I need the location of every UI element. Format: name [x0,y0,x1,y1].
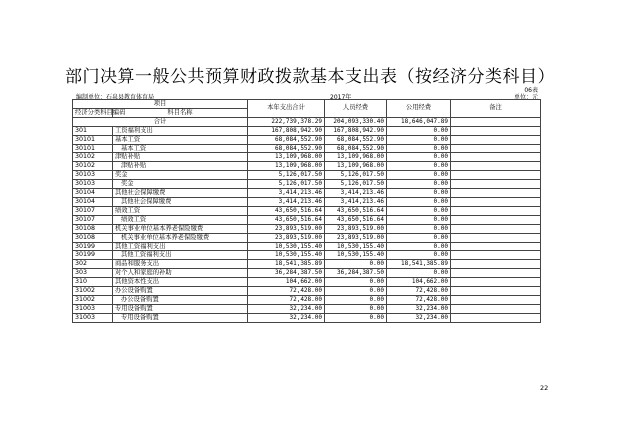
row-remark [451,224,541,233]
row-public: 0.00 [387,233,451,242]
row-personnel: 0.00 [325,295,387,304]
table-row [73,295,541,304]
row-personnel: 0.00 [325,304,387,313]
row-remark [451,313,541,322]
row-name: 机关事业单位基本养老保险缴费 [113,233,248,242]
table-row [73,269,541,278]
row-code: 30103 [73,180,113,189]
row-remark [451,295,541,304]
row-code: 30101 [73,135,113,144]
table-row [73,206,541,215]
row-code: 30102 [73,162,113,171]
header-personnel: 人员经费 [325,100,387,118]
row-total: 13,109,968.00 [248,153,325,162]
row-personnel: 3,414,213.46 [325,197,387,206]
row-name: 其他社会保障缴费 [113,189,248,198]
row-remark [451,135,541,144]
page-number: 22 [540,384,549,392]
row-remark [451,278,541,287]
row-personnel: 5,126,017.50 [325,180,387,189]
row-remark [451,197,541,206]
row-public: 72,428.00 [387,295,451,304]
row-name: 商品和服务支出 [113,260,248,269]
row-code: 30101 [73,144,113,153]
currency-unit: 单位：元 [513,94,538,101]
row-remark [451,260,541,269]
row-remark [451,233,541,242]
row-personnel: 0.00 [325,278,387,287]
row-personnel: 23,893,519.00 [325,224,387,233]
table-row [73,215,541,224]
row-code: 30107 [73,206,113,215]
row-code: 30199 [73,251,113,260]
row-total: 3,414,213.46 [248,197,325,206]
row-code: 30104 [73,197,113,206]
table-row [73,260,541,269]
header-total: 本年支出合计 [248,100,325,118]
row-total: 13,109,968.00 [248,162,325,171]
total-label: 合计 [73,117,248,126]
row-public: 0.00 [387,144,451,153]
header-remark: 备注 [451,100,541,118]
row-total: 32,234.00 [248,304,325,313]
table-row [73,126,541,135]
total-personnel: 204,093,330.40 [325,117,387,126]
row-personnel: 5,126,017.50 [325,171,387,180]
row-name: 其他工资福利支出 [113,251,248,260]
table-row [73,251,541,260]
row-total: 5,126,017.50 [248,171,325,180]
row-personnel: 10,530,155.40 [325,242,387,251]
row-public: 0.00 [387,251,451,260]
row-public: 0.00 [387,135,451,144]
row-personnel: 0.00 [325,287,387,296]
row-name: 工资福利支出 [113,126,248,135]
row-total: 32,234.00 [248,313,325,322]
table-row [73,233,541,242]
row-personnel: 0.00 [325,260,387,269]
row-name: 办公设备购置 [113,295,248,304]
row-name: 绩效工资 [113,215,248,224]
row-total: 68,084,552.90 [248,135,325,144]
row-total: 104,662.00 [248,278,325,287]
row-name: 专用设备购置 [113,304,248,313]
row-name: 其他资本性支出 [113,278,248,287]
table-row [73,144,541,153]
row-personnel: 10,530,155.40 [325,251,387,260]
row-public: 0.00 [387,197,451,206]
row-name: 绩效工资 [113,206,248,215]
row-code: 31002 [73,287,113,296]
row-remark [451,287,541,296]
report-year: 2017年 [330,94,352,101]
row-code: 31002 [73,295,113,304]
row-total: 167,808,942.90 [248,126,325,135]
row-name: 奖金 [113,171,248,180]
row-total: 36,284,387.50 [248,269,325,278]
row-name: 津贴补贴 [113,153,248,162]
row-remark [451,162,541,171]
row-remark [451,126,541,135]
row-total: 5,126,017.50 [248,180,325,189]
row-remark [451,215,541,224]
row-public: 0.00 [387,180,451,189]
row-public: 0.00 [387,189,451,198]
row-total: 10,530,155.40 [248,251,325,260]
header-name: 科目名称 [113,108,248,117]
row-name: 对个人和家庭的补助 [113,269,248,278]
row-total: 72,428.00 [248,287,325,296]
row-public: 0.00 [387,215,451,224]
row-public: 18,541,385.89 [387,260,451,269]
table-row [73,313,541,322]
row-code: 30199 [73,242,113,251]
row-public: 0.00 [387,153,451,162]
expenditure-table [72,99,541,323]
row-total: 43,650,516.64 [248,206,325,215]
row-remark [451,251,541,260]
row-name: 奖金 [113,180,248,189]
header-public: 公用经费 [387,100,451,118]
row-code: 31003 [73,313,113,322]
row-personnel: 68,084,552.90 [325,144,387,153]
row-total: 23,893,519.00 [248,224,325,233]
header-code: 经济分类科目编码 [73,108,113,117]
row-personnel: 43,650,516.64 [325,215,387,224]
table-number: 06表 [524,87,538,94]
table-row [73,153,541,162]
row-public: 0.00 [387,206,451,215]
row-remark [451,206,541,215]
row-code: 30104 [73,189,113,198]
header-item-group: 项目 [73,100,248,109]
row-code: 30107 [73,215,113,224]
row-code: 30103 [73,171,113,180]
row-public: 0.00 [387,224,451,233]
row-name: 基本工资 [113,144,248,153]
row-public: 72,428.00 [387,287,451,296]
row-personnel: 36,284,387.50 [325,269,387,278]
row-remark [451,189,541,198]
row-public: 32,234.00 [387,304,451,313]
row-remark [451,269,541,278]
table-row [73,171,541,180]
row-personnel: 13,109,968.00 [325,162,387,171]
row-name: 机关事业单位基本养老保险缴费 [113,224,248,233]
row-remark [451,242,541,251]
row-public: 0.00 [387,171,451,180]
row-remark [451,153,541,162]
row-public: 0.00 [387,242,451,251]
row-public: 0.00 [387,269,451,278]
row-public: 104,662.00 [387,278,451,287]
row-code: 30108 [73,224,113,233]
row-remark [451,171,541,180]
row-personnel: 0.00 [325,313,387,322]
compiling-unit: 编制单位：石泉县教育体育局 [76,94,155,101]
table-row [73,135,541,144]
row-code: 31003 [73,304,113,313]
row-total: 72,428.00 [248,295,325,304]
row-name: 其他社会保障缴费 [113,197,248,206]
row-total: 68,084,552.90 [248,144,325,153]
row-total: 10,530,155.40 [248,242,325,251]
table-row [73,197,541,206]
row-name: 专用设备购置 [113,313,248,322]
table-row [73,287,541,296]
row-code: 302 [73,260,113,269]
table-row [73,189,541,198]
row-total: 43,650,516.64 [248,215,325,224]
table-row [73,242,541,251]
row-public: 0.00 [387,126,451,135]
table-row [73,224,541,233]
row-total: 3,414,213.46 [248,189,325,198]
total-row [73,117,541,126]
row-name: 办公设备购置 [113,287,248,296]
table-row [73,278,541,287]
row-personnel: 43,650,516.64 [325,206,387,215]
row-code: 30102 [73,153,113,162]
row-public: 32,234.00 [387,313,451,322]
table-row [73,304,541,313]
row-code: 303 [73,269,113,278]
total-amount: 222,739,378.29 [248,117,325,126]
table-row [73,180,541,189]
row-public: 0.00 [387,162,451,171]
row-remark [451,144,541,153]
row-personnel: 167,808,942.90 [325,126,387,135]
row-name: 其他工资福利支出 [113,242,248,251]
row-total: 18,541,385.89 [248,260,325,269]
row-total: 23,893,519.00 [248,233,325,242]
total-public: 18,646,047.89 [387,117,451,126]
row-code: 310 [73,278,113,287]
row-code: 30108 [73,233,113,242]
row-personnel: 3,414,213.46 [325,189,387,198]
row-name: 基本工资 [113,135,248,144]
row-remark [451,180,541,189]
report-title: 部门决算一般公共预算财政拨款基本支出表（按经济分类科目） [65,67,555,87]
row-code: 301 [73,126,113,135]
row-personnel: 68,084,552.90 [325,135,387,144]
row-personnel: 23,893,519.00 [325,233,387,242]
row-remark [451,304,541,313]
table-row [73,162,541,171]
total-remark [451,117,541,126]
row-name: 津贴补贴 [113,162,248,171]
row-personnel: 13,109,968.00 [325,153,387,162]
